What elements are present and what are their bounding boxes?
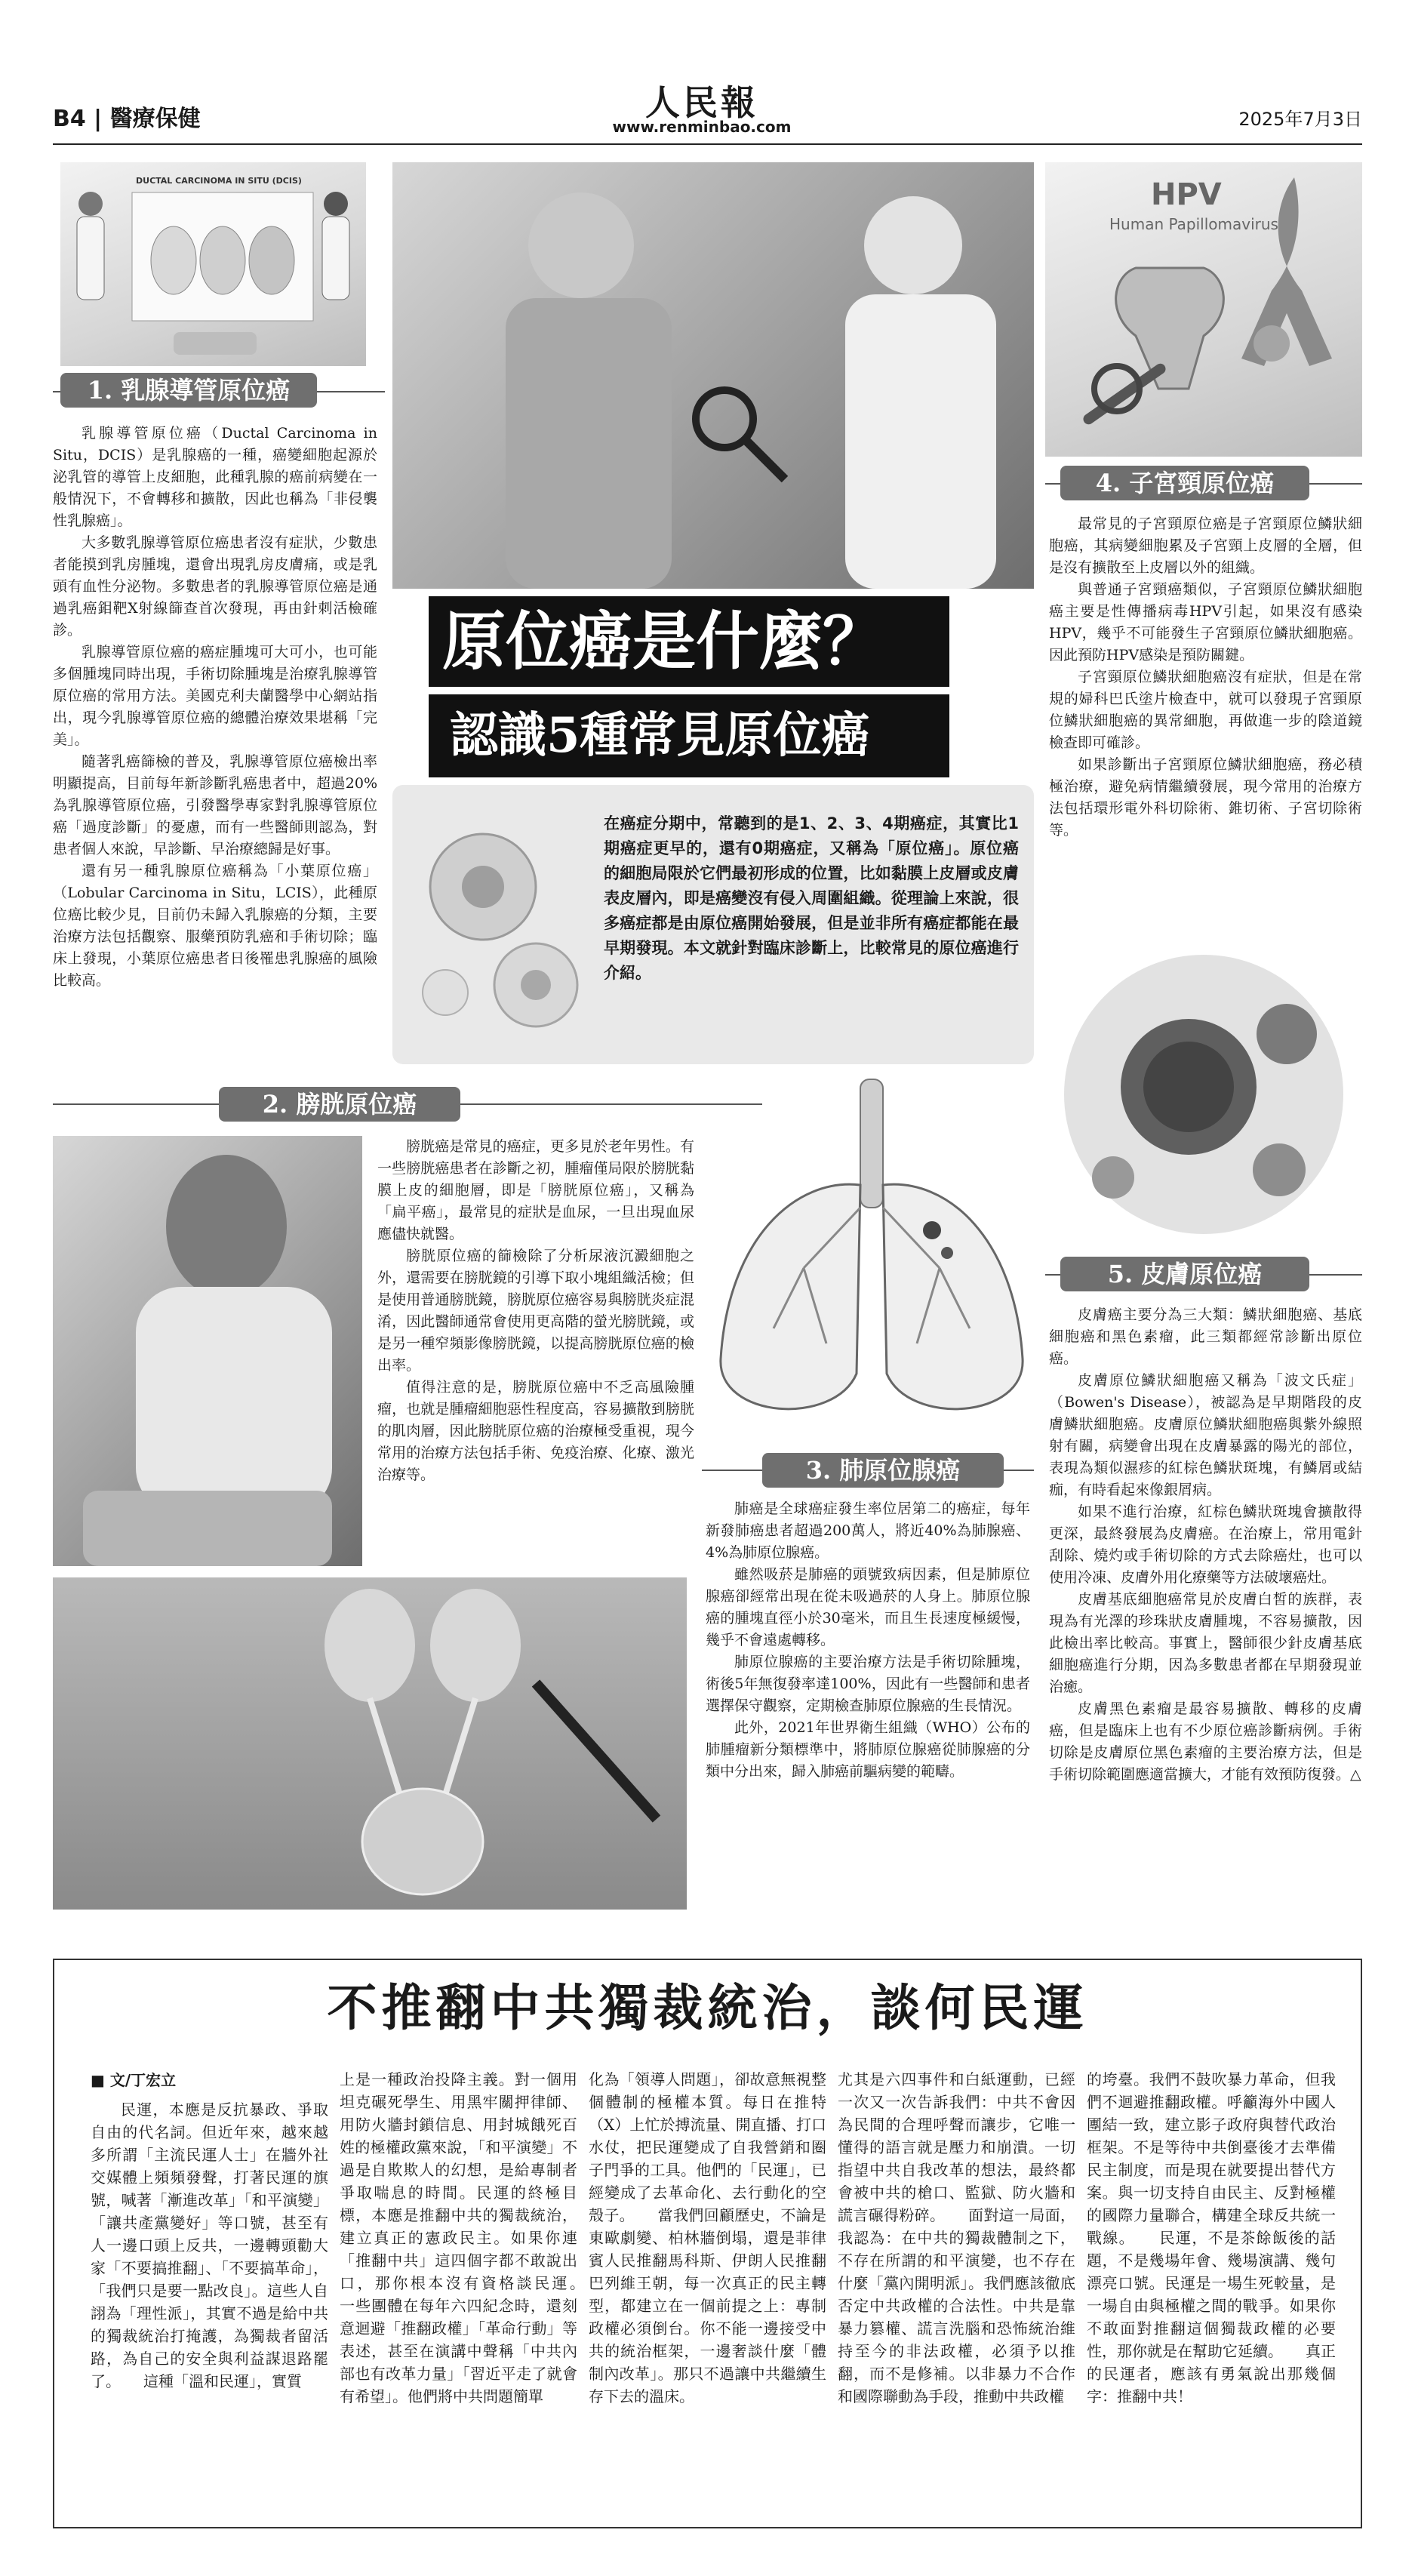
skin-cell-illustration [1053,951,1355,1238]
doctor-figures-icon [60,162,366,366]
s2-paragraph: 膀胱癌是常見的癌症，更多見於老年男性。有一些膀胱癌患者在診斷之初，腫瘤僅局限於膀胱黏膜上皮的細胞層，即是「膀胱原位癌」，又稱為「扁平癌」，最常見的症狀是血尿，一旦出現血尿應儘快就醫。 [377,1138,694,1242]
issue-date: 2025年7月3日 [1238,109,1362,130]
s4-paragraph: 子宮頸原位鱗狀細胞癌沒有症狀，但是在常規的婦科巴氏塗片檢查中，就可以發現子宮頸原位鱗狀細胞癌的異常細胞，再做進一步的陰道鏡檢查即可確診。 [1049,669,1362,751]
s2-body [377,1136,694,1566]
magnifier-icon [392,162,1034,589]
opinion-paragraph: 的垮臺。我們不鼓吹暴力革命，但我們不迴避推翻政權。呼籲海外中國人團結一致，建立影子政府與替代政治框架。不是等待中共倒臺後才去準備民主制度，而是現在就要提出替代方案。與一切支持自由民主、反對極權的國際力量聯合，構建全球反共統一戰線。 民運，不是茶餘飯後的話題，不是幾場年會、幾場演講、幾句漂亮口號。民運是一場生死較量，是一場自由與極權之間的戰爭。如果你不敢面對推翻這個獨裁政權的必要性，那你就是在幫助它延續。 真正的民運者，應該有勇氣說出那幾個字：推翻中共！ [1087,2070,1336,2405]
s3-body [706,1498,1030,1910]
opinion-byline: ■ 文/丁宏立 [91,2071,177,2089]
opinion-title: 不推翻中共獨裁統治，談何民運 [327,1978,1088,2037]
s5-paragraph: 如果不進行治療，紅棕色鱗狀斑塊會擴散得更深，最終發展為皮膚癌。在治療上，常用電針刮除、燒灼或手術切除的方式去除癌灶，也可以使用冷凍、皮膚外用化療藥等方法破壞癌灶。 [1049,1503,1362,1586]
s4-heading: 4. 子宮頸原位癌 [1060,466,1309,500]
opinion-column-2 [340,2068,577,2513]
masthead-logo: 人民報 [645,82,758,123]
cell-illustration [408,796,589,1053]
s5-paragraph: 皮膚癌主要分為三大類：鱗狀細胞癌、基底細胞癌和黑色素瘤，此三類都經常診斷出原位癌。 [1049,1306,1362,1367]
opinion-column-4 [838,2068,1075,2513]
section-label: B4 | 醫療保健 [53,106,201,132]
s2-heading: 2. 膀胱原位癌 [219,1087,460,1122]
woman-pain-photo [53,1136,362,1566]
s5-paragraph: 皮膚原位鱗狀細胞癌又稱為「波文氏症」（Bowen's Disease），被認為是早期階段的皮膚鱗狀細胞癌。皮膚原位鱗狀細胞癌與紫外線照射有關，病變會出現在皮膚暴露的陽光的部位，表現為類似濕疹的紅棕色鱗狀斑塊，有鱗屑或結痂，有時看起來像銀屑病。 [1049,1372,1362,1498]
s4-paragraph: 如果診斷出子宮頸原位鱗狀細胞癌，務必積極治療，避免病情繼續發展，現今常用的治療方法包括環形電外科切除術、錐切術、子宮切除術等。 [1049,756,1362,839]
header-rule [53,143,1362,145]
feature-title-line1: 原位癌是什麼？ [429,596,949,687]
s4-paragraph: 最常見的子宮頸原位癌是子宮頸原位鱗狀細胞癌，其病變細胞累及子宮頸上皮層的全層，但是沒有擴散至上皮層以外的組織。 [1049,516,1362,576]
hpv-label: HPV [1151,177,1222,212]
s3-heading: 3. 肺原位腺癌 [762,1453,1004,1488]
s3-paragraph: 雖然吸菸是肺癌的頭號致病因素，但是肺原位腺癌卻經常出現在從未吸過菸的人身上。肺原位腺癌的腫塊直徑小於30毫米，而且生長速度極緩慢，幾乎不會遠處轉移。 [706,1566,1030,1648]
s2-paragraph: 膀胱原位癌的篩檢除了分析尿液沉澱細胞之外，還需要在膀胱鏡的引導下取小塊組織活檢；但是使用普通膀胱鏡，膀胱原位癌容易與膀胱炎症混淆，因此醫師通常會使用更高階的螢光膀胱鏡，或是另一種窄頻影像膀胱鏡，以提高膀胱原位癌的檢出率。 [377,1248,694,1374]
opinion-paragraph: 上是一種政治投降主義。對一個用坦克碾死學生、用黑牢關押律師、用防火牆封鎖信息、用封城餓死百姓的極權政黨來說，「和平演變」不過是自欺欺人的幻想，是給專制者爭取喘息的時間。民運的終極目標，本應是推翻中共的獨裁統治，建立真正的憲政民主。如果你連「推翻中共」這四個字都不敢說出口，那你根本沒有資格談民運。 一些團體在每年六四紀念時，還刻意迴避「推翻政權」「革命行動」等表述，甚至在演講中聲稱「中共內部也有改革力量」「習近平走了就會有希望」。他們將中共問題簡單 [340,2070,577,2405]
s1-paragraph: 大多數乳腺導管原位癌患者沒有症狀，少數患者能摸到乳房腫塊，還會出現乳房皮膚痛，或是乳頭有血性分泌物。多數患者的乳腺導管原位癌是通過乳癌鉬靶X射線篩查首次發現，再由針刺活檢確診。 [53,534,377,639]
s1-paragraph: 還有另一種乳腺原位癌稱為「小葉原位癌」（Lobular Carcinoma in Situ，LCIS），此種原位癌比較少見，目前仍未歸入乳腺癌的分類，主要治療方法包括觀察、服藥預防乳癌和手術切除；臨床上發現，小葉原位癌患者日後罹患乳腺癌的風險比較高。 [53,863,377,989]
s5-paragraph: 皮膚基底細胞癌常見於皮膚白皙的族群，表現為有光澤的珍珠狀皮膚腫塊，不容易擴散，因此檢出率比較高。事實上，醫師很少針皮膚基底細胞癌進行分期，因為多數患者都在早期發現並治癒。 [1049,1591,1362,1695]
s1-paragraph: 乳腺導管原位癌（Ductal Carcinoma in Situ，DCIS）是乳腺癌的一種，癌變細胞起源於泌乳管的導管上皮細胞，此種乳腺的癌前病變在一般情況下，不會轉移和擴散，因此也稱為「非侵襲性乳腺癌」。 [53,425,377,529]
dcis-diagram-label: DUCTAL CARCINOMA IN SITU (DCIS) [136,176,302,186]
opinion-paragraph: 尤其是六四事件和白紙運動，已經一次又一次告訴我們：中共不會因為民間的合理呼聲而讓步，它唯一懂得的語言就是壓力和崩潰。一切指望中共自我改革的想法，最終都會被中共的槍口、監獄、防火牆和謊言碾得粉碎。 面對這一局面，我認為：在中共的獨裁體制之下，不存在所謂的和平演變，也不存在什麼「黨內開明派」。我們應該徹底否定中共政權的合法性。中共是靠暴力篡權、謊言洗腦和恐怖統治維持至今的非法政權，必須予以推翻，而不是修補。以非暴力不合作和國際聯動為手段，推動中共政權 [838,2070,1075,2405]
s3-paragraph: 此外，2021年世界衛生組織（WHO）公布的肺腫瘤新分類標準中，將肺原位腺癌從肺腺癌的分類中分出來，歸入肺癌前驅病變的範疇。 [706,1719,1030,1780]
doctor-patient-photo [392,162,1034,589]
s1-paragraph: 隨著乳癌篩檢的普及，乳腺導管原位癌檢出率明顯提高，目前每年新診斷乳癌患者中，超過20%為乳腺導管原位癌，引發醫學專家對乳腺導管原位癌「過度診斷」的憂慮，而有一些醫師則認為，對患者個人來說，早診斷、早治療總歸是好事。 [53,753,377,857]
s4-paragraph: 與普通子宮頸癌類似，子宮頸原位鱗狀細胞癌主要是性傳播病毒HPV引起，如果沒有感染HPV，幾乎不可能發生子宮頸原位鱗狀細胞癌。因此預防HPV感染是預防關鍵。 [1049,581,1362,663]
intro-text: 在癌症分期中，常聽到的是1、2、3、4期癌症，其實比1期癌症更早的，還有0期癌症，又稱為「原位癌」。原位癌的細胞局限於它們最初形成的位置，比如黏膜上皮層或皮膚表皮層內，即是癌變沒有侵入周圍組織。從理論上來說，很多癌症都是由原位癌開始發展，但是並非所有癌症都能在最早期發現。本文就針對臨床診斷上，比較常見的原位癌進行介紹。 [604,814,1019,982]
s5-heading: 5. 皮膚原位癌 [1060,1257,1309,1291]
s4-body [1049,513,1362,936]
s2-paragraph: 值得注意的是，膀胱原位癌中不乏高風險腫瘤，也就是腫瘤細胞惡性程度高，容易擴散到膀胱的肌肉層，因此膀胱原位癌的治療極受重視，現今常用的治療方法包括手術、免疫治療、化療、激光治療等。 [377,1379,694,1483]
lung-illustration [706,1072,1038,1434]
dcis-diagram-illustration [60,162,366,366]
s5-paragraph: 皮膚黑色素瘤是最容易擴散、轉移的皮膚癌，但是臨床上也有不少原位癌診斷病例。手術切除是皮膚原位黑色素瘤的主要治療方法，但是手術切除範圍應適當擴大，才能有效預防復發。△ [1049,1700,1362,1783]
opinion-paragraph: 民運，本應是反抗暴政、爭取自由的代名詞。但近年來，越來越多所謂「主流民運人士」在牆外社交媒體上頻頻發聲，打著民運的旗號，喊著「漸進改革」「和平演變」「讓共產黨變好」等口號，甚至有人一邊口頭上反共，一邊轉頭勸大家「不要搞推翻」、「不要搞革命」，「我們只是要一點改良」。這些人自詡為「理性派」，其實不過是給中共的獨裁統治打掩護，為獨裁者留活路，為自己的安全與利益謀退路罷了。 這種「溫和民運」，實質 [91,2101,328,2390]
opinion-column-5 [1087,2068,1336,2513]
s1-paragraph: 乳腺導管原位癌的癌症腫塊可大可小，也可能多個腫塊同時出現，手術切除腫塊是治療乳腺導管原位癌的常用方法。美國克利夫蘭醫學中心網站指出，現今乳腺導管原位癌的總體治療效果堪稱「完美」。 [53,644,377,748]
feature-title-line2: 認識5種常見原位癌 [429,694,949,777]
s3-paragraph: 肺癌是全球癌症發生率位居第二的癌症，每年新發肺癌患者超過200萬人，將近40%為肺腺癌、4%為肺原位腺癌。 [706,1500,1030,1561]
s3-paragraph: 肺原位腺癌的主要治療方法是手術切除腫塊，術後5年無復發率達100%，因此有一些醫師和患者選擇保守觀察，定期檢查肺原位腺癌的生長情況。 [706,1654,1030,1714]
opinion-column-3 [589,2068,826,2513]
hpv-illustration [1045,162,1362,457]
opinion-column-1 [91,2098,328,2510]
s5-body [1049,1304,1362,1953]
s1-body [53,423,377,1106]
opinion-paragraph: 化為「領導人問題」，卻故意無視整個體制的極權本質。每日在推特（X）上忙於搏流量、開直播、打口水仗，把民運變成了自我營銷和圈子門爭的工具。他們的「民運」，已經變成了去革命化、去行動化的空殼子。 當我們回顧歷史，不論是東歐劇變、柏林牆倒塌，還是菲律賓人民推翻馬科斯、伊朗人民推翻巴列維王朝，每一次真正的民主轉型，都建立在一個前提之上：專制政權必須倒台。你不能一邊接受中共的統治框架，一邊奢談什麼「體制內改革」。那只不過讓中共繼續生存下去的溫床。 [589,2070,826,2405]
hpv-sublabel: Human Papillomavirus [1109,215,1278,233]
s1-heading: 1. 乳腺導管原位癌 [60,373,317,408]
masthead-url[interactable]: www.renminbao.com [612,118,792,136]
kidney-bladder-photo [53,1577,687,1910]
